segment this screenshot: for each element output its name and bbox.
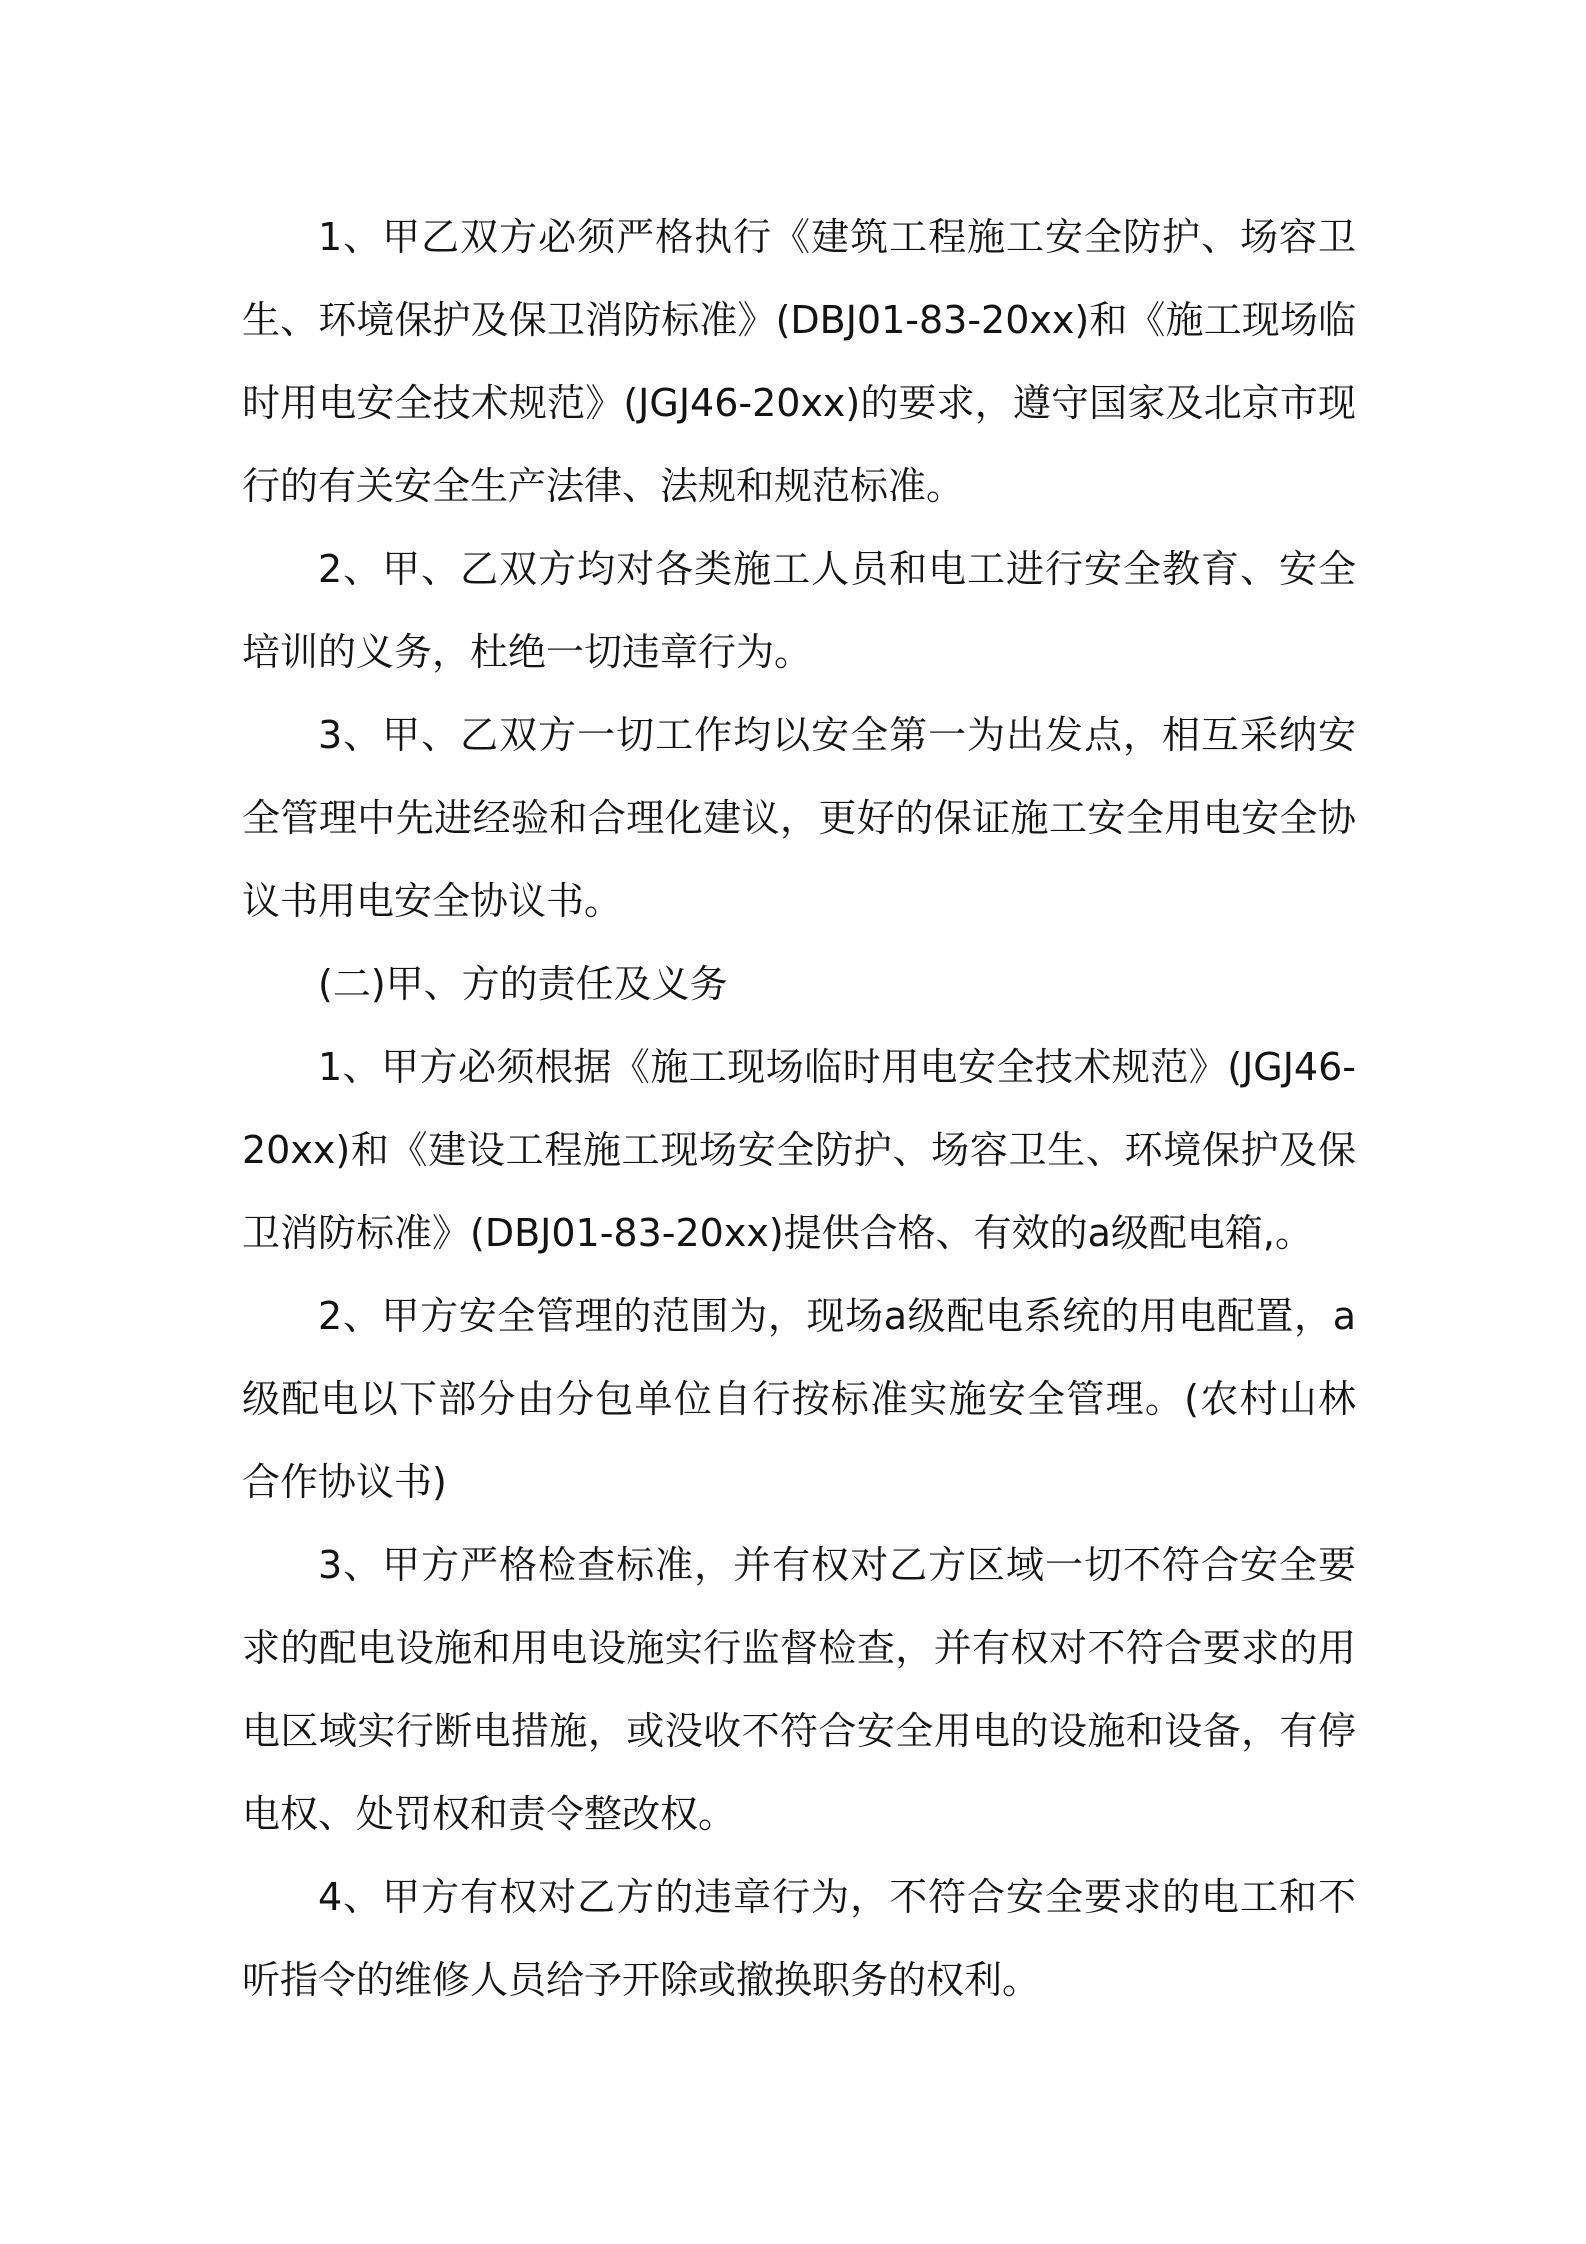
paragraph-8: 4、甲方有权对乙方的违章行为，不符合安全要求的电工和不听指令的维修人员给予开除或撤换职务的权利。: [242, 1875, 1356, 2002]
paragraph-3: 3、甲、乙双方一切工作均以安全第一为出发点，相互采纳安全管理中先进经验和合理化建议，更好的保证施工安全用电安全协议书用电安全协议书。: [242, 713, 1356, 923]
section-heading: (二)甲、方的责任及义务: [318, 962, 728, 1006]
paragraph-2: 2、甲、乙双方均对各类施工人员和电工进行安全教育、安全培训的义务，杜绝一切违章行为。: [242, 547, 1356, 674]
paragraph-6: 2、甲方安全管理的范围为，现场a级配电系统的用电配置，a级配电以下部分由分包单位自行按标准实施安全管理。(农村山林合作协议书): [242, 1294, 1356, 1504]
paragraph-5: 1、甲方必须根据《施工现场临时用电安全技术规范》(JGJ46-20xx)和《建设工程施工现场安全防护、场容卫生、环境保护及保卫消防标准》(DBJ01-83-20xx)提供合格、有效的a级配电箱,。: [242, 1045, 1356, 1255]
paragraph-1: 1、甲乙双方必须严格执行《建筑工程施工安全防护、场容卫生、环境保护及保卫消防标准》(DBJ01-83-20xx)和《施工现场临时用电安全技术规范》(JGJ46-20xx)的要求，遵守国家及北京市现行的有关安全生产法律、法规和规范标准。: [242, 215, 1356, 508]
document-body: [242, 196, 1356, 2022]
paragraph-7: 3、甲方严格检查标准，并有权对乙方区域一切不符合安全要求的配电设施和用电设施实行监督检查，并有权对不符合要求的用电区域实行断电措施，或没收不符合安全用电的设施和设备，有停电权、处罚权和责令整改权。: [242, 1543, 1356, 1836]
